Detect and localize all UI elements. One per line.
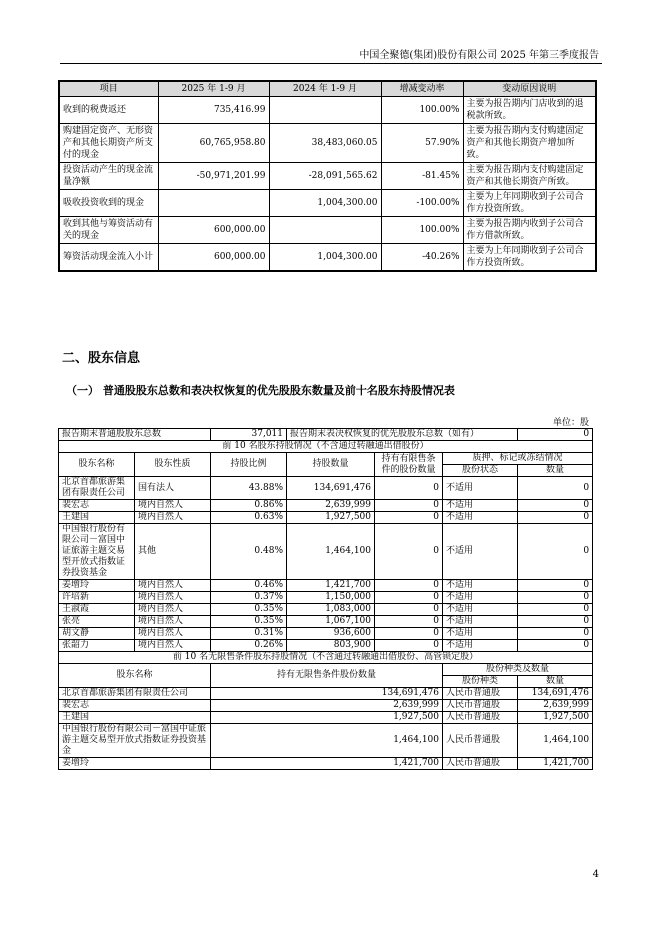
unres-head [59, 652, 593, 688]
col-ratio: 持股比例 [211, 453, 287, 477]
table-cell: 人民币普通股 [443, 712, 518, 724]
table-cell: 0 [518, 580, 593, 592]
table-cell: 2,639,999 [518, 700, 593, 712]
table-cell: 姜增玲 [59, 758, 211, 770]
table-cell: 0 [518, 512, 593, 524]
table-cell: 不适用 [443, 500, 518, 512]
table-cell: 2,639,999 [287, 500, 375, 512]
table-cell: 0.48% [211, 524, 287, 580]
table-cell: 1,421,700 [211, 758, 443, 770]
table-cell: 0 [518, 524, 593, 580]
table-cell: 1,067,100 [287, 616, 375, 628]
unres-header-row-1 [59, 664, 593, 676]
table-cell: 国有法人 [135, 477, 211, 500]
col-nature: 股东性质 [135, 453, 211, 477]
table-cell: 134,691,476 [287, 477, 375, 500]
table-cell: 0 [375, 628, 443, 640]
table-cell: 1,464,100 [211, 724, 443, 758]
unres-title-row [59, 652, 593, 664]
table-cell: 主要为报告期内支付购建固定资产和其他长期资产所致。 [463, 163, 596, 190]
table-cell: 1,927,500 [287, 512, 375, 524]
table-cell: 胡文静 [59, 628, 135, 640]
table-cell: 境内自然人 [135, 628, 211, 640]
table-cell: -100.00% [381, 190, 463, 217]
table-cell: 境内自然人 [135, 512, 211, 524]
table-cell: 中国银行股份有限公司－富国中证旅游主题交易型开放式指数证券投资基金 [59, 524, 135, 580]
table-cell: 0 [375, 604, 443, 616]
table-cell: 0.35% [211, 604, 287, 616]
table-cell: 0.26% [211, 640, 287, 652]
table-cell: 0 [518, 604, 593, 616]
page-header: 中国全聚德(集团)股份有限公司 2025 年第三季度报告 [359, 50, 599, 61]
preferred-holders-value: 0 [518, 429, 593, 441]
table-row [59, 524, 593, 580]
table-cell [269, 217, 381, 244]
table-cell: 600,000.00 [158, 244, 269, 272]
table-cell: 100.00% [381, 97, 463, 124]
table-cell: 主要为上年同期收到子公司合作方投资所致。 [463, 244, 596, 272]
table-row [59, 190, 596, 217]
table-cell: 0.86% [211, 500, 287, 512]
table-row [59, 163, 596, 190]
table-cell: 0.31% [211, 628, 287, 640]
cashflow-col-header: 2024 年 1-9 月 [269, 81, 381, 97]
table-cell: 王建国 [59, 512, 135, 524]
table-cell: 境内自然人 [135, 604, 211, 616]
cashflow-header-row [59, 81, 596, 97]
table-row [59, 628, 593, 640]
shareholders-table [58, 428, 593, 770]
table-cell: 不适用 [443, 628, 518, 640]
table-cell: 投资活动产生的现金流量净额 [59, 163, 158, 190]
page-number: 4 [592, 869, 599, 880]
table-row [59, 124, 596, 163]
table-cell: 张亮 [59, 616, 135, 628]
table-cell: 收到其他与筹资活动有关的现金 [59, 217, 158, 244]
table-cell: 王建国 [59, 712, 211, 724]
table-cell: 不适用 [443, 477, 518, 500]
table-cell: 人民币普通股 [443, 688, 518, 700]
table-cell: 0 [375, 524, 443, 580]
table-cell: 不适用 [443, 512, 518, 524]
table-cell: -40.26% [381, 244, 463, 272]
table-cell [158, 190, 269, 217]
table-cell: 0.35% [211, 616, 287, 628]
table-cell: 57.90% [381, 124, 463, 163]
table-cell: 0 [518, 592, 593, 604]
unres-col-count: 数量 [518, 676, 593, 688]
table-cell: 38,483,060.05 [269, 124, 381, 163]
col-status: 股份状态 [443, 465, 518, 477]
table-cell: 不适用 [443, 580, 518, 592]
table-cell: 1,083,000 [287, 604, 375, 616]
table-row [59, 724, 593, 758]
table-cell: 主要为报告期内收到子公司合作方借款所致。 [463, 217, 596, 244]
table-cell: 1,927,500 [518, 712, 593, 724]
table-cell: 王淑霞 [59, 604, 135, 616]
table-cell: 1,421,700 [518, 758, 593, 770]
table-cell: 北京首都旅游集团有限责任公司 [59, 477, 135, 500]
cashflow-table [58, 80, 597, 272]
table-row [59, 477, 593, 500]
table-cell: 人民币普通股 [443, 700, 518, 712]
total-holders-value: 37,011 [211, 429, 287, 441]
top10-title: 前 10 名股东持股情况（不含通过转融通出借股份） [59, 441, 593, 453]
unres-col-kind: 股份种类 [443, 676, 518, 688]
table-cell: 1,464,100 [518, 724, 593, 758]
table-cell: 境内自然人 [135, 616, 211, 628]
table-cell: 936,600 [287, 628, 375, 640]
table-cell: 裴宏志 [59, 700, 211, 712]
table-cell: 不适用 [443, 592, 518, 604]
unit-label: 单位：股 [552, 418, 589, 428]
table-cell: 0 [518, 640, 593, 652]
table-cell: 0 [518, 477, 593, 500]
table-cell: 不适用 [443, 604, 518, 616]
table-cell: -50,971,201.99 [158, 163, 269, 190]
table-cell: 600,000.00 [158, 217, 269, 244]
table-cell: 中国银行股份有限公司－富国中证旅游主题交易型开放式指数证券投资基金 [59, 724, 211, 758]
table-cell: 1,464,100 [287, 524, 375, 580]
table-cell: 0 [375, 616, 443, 628]
table-cell: 筹资活动现金流入小计 [59, 244, 158, 272]
cashflow-col-header: 2025 年 1-9 月 [158, 81, 269, 97]
table-cell: 1,004,300.00 [269, 244, 381, 272]
table-cell: 100.00% [381, 217, 463, 244]
subsection-title: （一） 普通股股东总数和表决权恢复的优先股股东数量及前十名股东持股情况表 [66, 384, 455, 397]
cashflow-col-header: 变动原因说明 [463, 81, 596, 97]
table-cell: 1,150,000 [287, 592, 375, 604]
col-restricted: 持有有限售条件的股份数量 [375, 453, 443, 477]
table-cell: 主要为报告期内支付购建固定资产和其他长期资产增加所致。 [463, 124, 596, 163]
table-cell: 吸收投资收到的现金 [59, 190, 158, 217]
table-cell: 不适用 [443, 640, 518, 652]
table-cell: 1,421,700 [287, 580, 375, 592]
cashflow-col-header: 增减变动率 [381, 81, 463, 97]
table-cell: 张韶力 [59, 640, 135, 652]
table-cell: 购建固定资产、无形资产和其他长期资产所支付的现金 [59, 124, 158, 163]
table-cell: 134,691,476 [518, 688, 593, 700]
header-rule [60, 63, 602, 64]
table-cell: 0 [375, 580, 443, 592]
table-cell: 收到的税费返还 [59, 97, 158, 124]
table-cell: 0.63% [211, 512, 287, 524]
table-row [59, 97, 596, 124]
table-cell: 0.37% [211, 592, 287, 604]
unres-col-qty: 持有无限售条件股份数量 [211, 664, 443, 688]
cashflow-col-header: 项目 [59, 81, 158, 97]
table-cell: 60,765,958.80 [158, 124, 269, 163]
table-cell: 许培新 [59, 592, 135, 604]
col-count: 数量 [518, 465, 593, 477]
table-row [59, 217, 596, 244]
table-cell: -28,091,565.62 [269, 163, 381, 190]
total-holders-label: 报告期末普通股股东总数 [59, 429, 211, 441]
cashflow-body [59, 97, 596, 272]
col-name: 股东名称 [59, 453, 135, 477]
table-cell: 姜增玲 [59, 580, 135, 592]
table-cell: 0 [518, 628, 593, 640]
table-cell: 主要为报告期内门店收到的退税款所致。 [463, 97, 596, 124]
preferred-holders-label: 报告期末表决权恢复的优先股股东总数（如有） [287, 429, 518, 441]
unres-rows [59, 688, 593, 770]
table-cell: 0.46% [211, 580, 287, 592]
table-cell: 0 [375, 640, 443, 652]
table-cell: 境内自然人 [135, 580, 211, 592]
table-cell: 0 [375, 500, 443, 512]
table-row [59, 604, 593, 616]
table-row [59, 688, 593, 700]
table-cell: 0 [375, 477, 443, 500]
table-cell: 43.88% [211, 477, 287, 500]
table-cell: 0 [375, 592, 443, 604]
table-cell: 境内自然人 [135, 592, 211, 604]
table-row [59, 758, 593, 770]
shareholders-body [59, 429, 593, 477]
table-cell: 134,691,476 [211, 688, 443, 700]
table-cell: -81.45% [381, 163, 463, 190]
col-pledge: 质押、标记或冻结情况 [443, 453, 593, 465]
table-cell: 人民币普通股 [443, 758, 518, 770]
table-cell: 2,639,999 [211, 700, 443, 712]
table-cell: 0 [518, 500, 593, 512]
table-cell: 其他 [135, 524, 211, 580]
table-cell [269, 97, 381, 124]
table-row [59, 640, 593, 652]
table-cell: 0 [518, 616, 593, 628]
table-cell: 1,927,500 [211, 712, 443, 724]
unres-col-name: 股东名称 [59, 664, 211, 688]
top10-title-row [59, 441, 593, 453]
table-cell: 境内自然人 [135, 640, 211, 652]
table-cell: 0 [375, 512, 443, 524]
table-cell: 735,416.99 [158, 97, 269, 124]
summary-row [59, 429, 593, 441]
unres-col-kindqty: 股份种类及数量 [443, 664, 593, 676]
unres-title: 前 10 名无限售条件股东持股情况（不含通过转融通出借股份、高管锁定股） [59, 652, 593, 664]
table-row [59, 616, 593, 628]
table-row [59, 592, 593, 604]
section-title: 二、股东信息 [62, 351, 141, 366]
table-cell: 1,004,300.00 [269, 190, 381, 217]
table-cell: 境内自然人 [135, 500, 211, 512]
table-row [59, 700, 593, 712]
table-cell: 裴宏志 [59, 500, 135, 512]
table-cell: 人民币普通股 [443, 724, 518, 758]
col-qty: 持股数量 [287, 453, 375, 477]
table-row [59, 244, 596, 272]
table-row [59, 500, 593, 512]
table-cell: 不适用 [443, 524, 518, 580]
table-row [59, 512, 593, 524]
top10-header-row-1 [59, 453, 593, 465]
table-cell: 803,900 [287, 640, 375, 652]
table-cell: 主要为上年同期收到子公司合作方投资所致。 [463, 190, 596, 217]
top10-rows [59, 477, 593, 652]
table-cell: 北京首都旅游集团有限责任公司 [59, 688, 211, 700]
table-row [59, 712, 593, 724]
table-row [59, 580, 593, 592]
table-cell: 不适用 [443, 616, 518, 628]
